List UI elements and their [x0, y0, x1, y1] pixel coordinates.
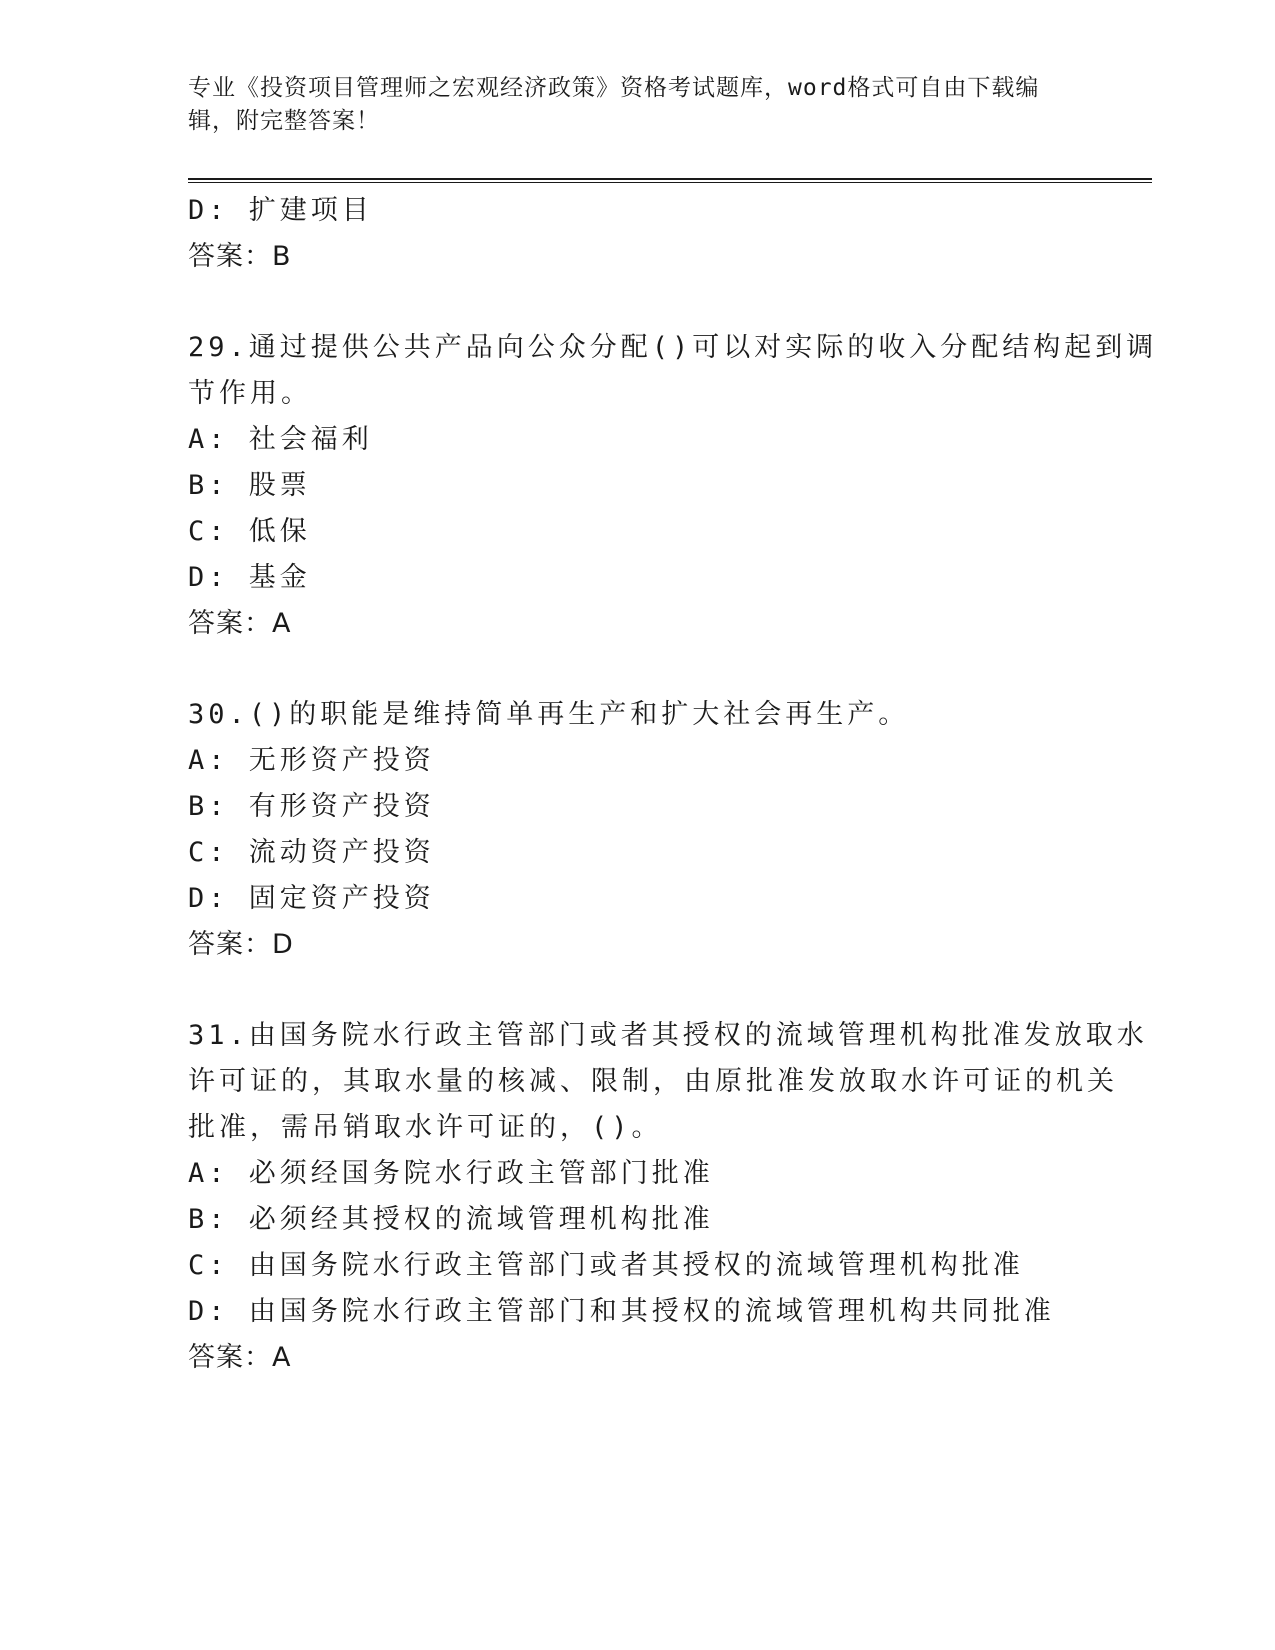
answer-line: 答案：A [188, 1342, 292, 1373]
option-b: B: 有形资产投资 [188, 791, 435, 822]
answer-line: 答案：A [188, 608, 292, 639]
spacer [188, 280, 1088, 325]
spacer [188, 968, 1088, 1013]
option-d: D: 由国务院水行政主管部门和其授权的流域管理机构共同批准 [188, 1296, 1055, 1327]
option-d: D: 固定资产投资 [188, 883, 435, 914]
option-a: A: 无形资产投资 [188, 745, 435, 776]
answer-line: 答案：D [188, 929, 294, 960]
option-d: D: 基金 [188, 562, 311, 593]
question-list [188, 188, 1158, 1381]
option-c: C: 流动资产投资 [188, 837, 435, 868]
question-stem-line: 29.通过提供公共产品向公众分配()可以对实际的收入分配结构起到调 [188, 332, 1158, 363]
option-b: B: 必须经其授权的流域管理机构批准 [188, 1204, 714, 1235]
option-b: B: 股票 [188, 470, 311, 501]
option-c: C: 由国务院水行政主管部门或者其授权的流域管理机构批准 [188, 1250, 1024, 1281]
header-line-2: 辑，附完整答案！ [188, 108, 380, 134]
question-31 [188, 1013, 1148, 1381]
header-line-1: 专业《投资项目管理师之宏观经济政策》资格考试题库，word格式可自由下载编 [188, 75, 1040, 101]
header-divider [188, 178, 1152, 183]
question-29 [188, 325, 1158, 647]
option-d: D: 扩建项目 [188, 195, 373, 226]
question-stem-line: 批准，需吊销取水许可证的，()。 [188, 1112, 663, 1143]
question-stem-line: 30.()的职能是维持简单再生产和扩大社会再生产。 [188, 699, 910, 730]
page-header [188, 72, 1078, 138]
option-c: C: 低保 [188, 516, 311, 547]
question-stem-line: 节作用。 [188, 378, 312, 409]
answer-line: 答案：B [188, 241, 292, 272]
previous-question-tail [188, 188, 1088, 280]
question-stem-line: 31.由国务院水行政主管部门或者其授权的流域管理机构批准发放取水 [188, 1020, 1148, 1051]
spacer [188, 647, 1088, 692]
question-30 [188, 692, 1088, 968]
option-a: A: 社会福利 [188, 424, 373, 455]
option-a: A: 必须经国务院水行政主管部门批准 [188, 1158, 714, 1189]
question-stem-line: 许可证的，其取水量的核减、限制，由原批准发放取水许可证的机关 [188, 1066, 1118, 1097]
